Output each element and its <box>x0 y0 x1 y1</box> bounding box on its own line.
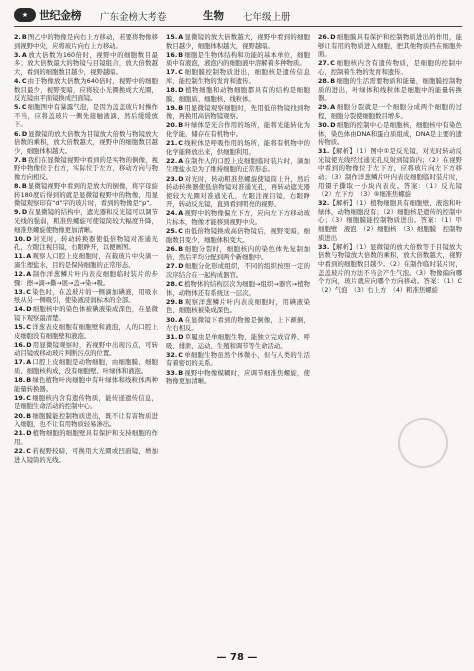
question-number: 16. <box>166 51 178 59</box>
answer-item <box>318 104 462 121</box>
question-number: 30. <box>166 316 178 324</box>
logo-badge-icon: ★ <box>14 8 36 22</box>
answer-column-1 <box>14 34 158 646</box>
explanation-text: 在显微镜的结构中，遮光器和反光镜可以调节光线的强弱，粗准焦螺旋可使镜筒较大幅度升降，细准焦螺旋使物像更加清晰。 <box>14 209 158 234</box>
explanation-text: 单细胞生物虽然个体微小，但与人类的生活有着密切的关系。 <box>166 351 310 368</box>
answer-item <box>14 430 158 447</box>
question-number: 20. <box>14 412 26 420</box>
answer-choice: D <box>21 130 28 138</box>
explanation-text: 洋葱表皮细胞有细胞壁和液泡，人的口腔上皮细胞没有细胞壁和液泡。 <box>14 324 158 340</box>
explanation-text: 细胞核中的染色体被碘液染成深色，在显微镜下观察最清楚。 <box>14 306 158 322</box>
question-number: 31. <box>166 334 178 342</box>
subject-label: 生物 <box>203 10 224 22</box>
explanation-text: 【解析】（1）图中①是反光镜，对光时转动反光镜使光线经过通光孔反射到镜筒内；（2）在视野中看到的物像位于左下方，应将玻片向左下方移动；（3）制作洋葱鳞片叶内表皮细胞临时装片时，用镊子撕取一小块内表皮。答案：（1）反光镜 （2）左下方 （3）⑤细准焦螺旋 <box>318 148 469 199</box>
question-number: 32. <box>166 351 178 359</box>
answer-item <box>14 342 158 359</box>
question-number: 22. <box>14 447 26 455</box>
question-number: 2. <box>14 34 21 41</box>
answer-item <box>14 359 158 376</box>
explanation-text: 显微镜视野中看到的是放大的倒像，将字母旋转180度后得到的就是显微镜视野中的物像，用显微镜观察印有“d”字的玻片时，看到的物像是“p”。 <box>14 183 158 208</box>
answer-choice: B <box>178 369 184 377</box>
explanation-text: 观察人口腔上皮细胞时，在载玻片中央滴一滴生理盐水，目的是保持细胞的正常形态。 <box>14 253 158 269</box>
answer-item <box>14 324 158 341</box>
answer-item <box>318 148 469 200</box>
explanation-text: 细胞的控制中心是细胞核，细胞核中有染色体，染色体由DNA和蛋白质组成，DNA是主要的遗传物质。 <box>318 121 462 147</box>
question-number: 20. <box>166 122 178 130</box>
explanation-text: 观察洋葱鳞片叶内表皮细胞时，用碘液染色，细胞核被染成深色。 <box>166 298 310 315</box>
answer-item <box>166 370 310 387</box>
page-header <box>0 0 474 30</box>
answer-choice: A <box>21 51 27 59</box>
explanation-text: 细胞分裂时，细胞核内的染色体先复制加倍，然后平均分配到两个新细胞中。 <box>166 245 310 262</box>
answer-choice: C <box>178 281 183 289</box>
explanation-text: 叶绿体是光合作用的场所，能将光能转化为化学能，储存在有机物中。 <box>166 122 310 139</box>
question-number: 14. <box>14 306 26 314</box>
answer-item <box>166 176 310 210</box>
explanation-text: 细胞分裂就是一个细胞分成两个细胞的过程，细胞分裂使细胞数目增多。 <box>318 104 462 120</box>
grade-label: 七年级上册 <box>243 12 291 23</box>
answer-item <box>14 157 158 183</box>
explanation-text: 【解析】（1）显微镜的放大倍数等于目镜放大倍数与物镜放大倍数的乘积，放大倍数越大，视野中看到的细胞数目越少。（2）在制作临时装片时，盖盖玻片的方法不当会产生气泡。（3）物像偏向哪个方向，玻片就应向哪个方向移动。答案：（1）C （2）气泡 （3）右上方 （4）粗准焦螺旋 <box>318 243 469 294</box>
question-number: 19. <box>166 104 178 112</box>
answer-item <box>14 209 158 235</box>
answer-choice: D <box>26 430 32 438</box>
answer-column-2 <box>166 34 310 646</box>
question-number: 21. <box>166 140 178 148</box>
explanation-text: 用显微镜观察时，若视野中出现污点，可转动目镜或移动玻片判断污点的位置。 <box>14 341 158 358</box>
explanation-text: 绿色植物叶肉细胞中有叶绿体和线粒体两种能量转换器。 <box>14 377 158 393</box>
explanation-text: 由低倍物镜换成高倍物镜后，视野变暗，细胞数目变少，细胞体积变大。 <box>166 228 310 244</box>
answer-choice: B <box>178 51 184 59</box>
question-number: 4. <box>14 77 21 85</box>
answer-item <box>14 131 158 157</box>
answer-choice: B <box>330 77 336 85</box>
answer-column-3 <box>318 34 469 646</box>
answer-item <box>166 299 310 316</box>
explanation-text: 染色时，在盖玻片的一侧滴加碘液，用吸水纸从另一侧吸引，使染液浸润标本的全部。 <box>14 288 158 305</box>
answer-item <box>14 413 158 430</box>
logo-text: 世纪金榜 <box>39 9 81 22</box>
answer-choice: A <box>26 253 32 261</box>
answer-item <box>166 281 310 298</box>
answer-item <box>166 317 310 334</box>
question-number: 30. <box>318 121 330 129</box>
question-number: 16. <box>14 341 26 349</box>
answer-choice: B <box>26 377 32 385</box>
answer-choice: D <box>178 175 184 183</box>
explanation-text: 【解析】（1）植物细胞具有细胞壁、液泡和叶绿体，动物细胞没有；（2）细胞核是遗传的控制中心；（3）细胞膜能控制物质进出。答案：（1）甲 细胞壁 液泡 （2）细胞核 （3）细胞膜 控制物质进出 <box>318 200 469 242</box>
explanation-text: 细胞图中有暴露气泡，是因为盖盖玻片时操作不当，应将盖玻片一侧先接触液滴，然后缓缓放下。 <box>14 104 158 129</box>
explanation-text: 细胞膜控制物质进出，细胞核是遗传信息库，能控制生物的发育和遗传。 <box>166 69 310 85</box>
answer-choice: C <box>178 351 183 359</box>
explanation-text: 细胞膜能控制物质进出，既不让有害物质进入细胞，也不让有用物质轻易渗出。 <box>14 412 158 429</box>
explanation-text: 制作洋葱鳞片叶内表皮细胞临时装片的步骤：擦→滴→撕→展→盖→染→吸。 <box>14 271 158 287</box>
question-number: 15. <box>14 324 26 332</box>
explanation-text: 放大倍数为160倍时，视野中的细胞数目最多；放大倍数最大的物镜与目镜组合，放大倍数越大，看到的细胞数目越少，视野越暗。 <box>14 51 158 76</box>
answer-item <box>166 263 310 280</box>
answer-choice: B <box>21 183 27 191</box>
question-number: 32. <box>318 200 330 208</box>
answer-item <box>166 34 310 51</box>
answer-item <box>318 122 462 148</box>
question-number: 29. <box>166 298 178 306</box>
answer-choice: C <box>178 228 183 236</box>
answer-choice: D <box>330 121 336 129</box>
answer-item <box>14 104 158 130</box>
explanation-text: 细胞膜具有保护和控制物质进出的作用，能够让有用的物质进入细胞，把其他物质挡在细胞外面。 <box>318 34 462 59</box>
question-number: 3. <box>14 51 21 59</box>
question-number: 33. <box>318 243 330 251</box>
answer-choice: D <box>26 306 32 314</box>
answer-choice: C <box>330 60 335 68</box>
question-number: 19. <box>14 394 26 402</box>
explanation-text: 细胞的生活需要物质和能量，细胞膜控制物质的进出，叶绿体和线粒体是细胞中的能量转换器。 <box>318 77 462 103</box>
answer-choice: D <box>330 34 336 41</box>
answer-choice: A <box>26 359 32 367</box>
explanation-text: 口腔上皮细胞是动物细胞，由细胞膜、细胞质、细胞核构成，没有细胞壁、叶绿体和液泡。 <box>14 359 158 376</box>
explanation-text: 用显微镜观察细胞时，先用低倍物镜找到物像，再换用高倍物镜观察。 <box>166 104 310 121</box>
answer-item <box>166 52 310 69</box>
answer-choice: C <box>21 104 27 112</box>
question-number: 9. <box>14 209 21 217</box>
question-number: 11. <box>14 253 26 261</box>
question-number: 18. <box>14 377 26 385</box>
explanation-text: 视野中物像模糊时，应调节细准焦螺旋，使物像更加清晰。 <box>166 369 310 386</box>
answer-choice: B <box>178 245 184 253</box>
explanation-text: 细胞是生物体结构和功能的基本单位，细胞质中有液泡，液泡内的细胞液中溶解着多种物质。 <box>166 51 310 68</box>
explanation-text: 显微镜的放大倍数越大，视野中看到的细胞数目越少，细胞体积越大，视野越暗。 <box>166 34 310 50</box>
answer-item <box>318 60 462 77</box>
answer-choice: C <box>21 77 27 85</box>
answer-item <box>166 105 310 122</box>
answer-choice: B <box>178 298 184 306</box>
answer-choice: A <box>178 316 184 324</box>
header-rule <box>14 26 462 27</box>
question-number: 17. <box>166 69 178 77</box>
answer-choice: B <box>178 122 184 130</box>
answer-item <box>166 352 310 369</box>
publisher-logo <box>14 7 81 23</box>
page-number: — 78 — <box>216 652 258 663</box>
explanation-text: 植物体的结构层次为细胞→组织→器官→植物体，动物体还有系统这一层次。 <box>166 281 310 297</box>
answer-item <box>166 158 310 175</box>
answer-item <box>166 246 310 263</box>
answer-item <box>166 140 310 157</box>
answer-item <box>14 377 158 394</box>
answer-choice: B <box>178 104 184 112</box>
answer-item <box>14 253 158 270</box>
answer-choice: D <box>178 334 184 342</box>
answer-item <box>318 200 469 243</box>
answer-item <box>166 210 310 227</box>
answer-choice: C <box>26 288 31 296</box>
answer-choice: A <box>178 34 184 41</box>
explanation-text: 细胞核内含有遗传物质，是细胞的控制中心，控制着生物的发育和遗传。 <box>318 60 462 76</box>
question-number: 21. <box>14 430 26 438</box>
explanation-text: 线粒体是呼吸作用的场所，能将有机物中的化学能释放出来，供细胞利用。 <box>166 140 310 156</box>
answer-choice: C <box>26 394 31 402</box>
answer-choice: D <box>178 263 184 271</box>
answer-item <box>318 34 462 60</box>
answer-item <box>166 122 310 139</box>
question-number: 12. <box>14 271 26 279</box>
question-number: 8. <box>14 183 21 191</box>
question-number: 17. <box>14 359 26 367</box>
question-number: 13. <box>14 288 26 296</box>
answer-choice: D <box>26 235 32 243</box>
answer-choice: B <box>21 156 27 164</box>
question-number: 28. <box>318 77 330 85</box>
answer-item <box>166 87 310 104</box>
answer-item <box>14 306 158 323</box>
question-number: 22. <box>166 157 178 165</box>
explanation-text: 植物细胞和动物细胞都具有的结构是细胞膜、细胞质、细胞核、线粒体。 <box>166 87 310 103</box>
question-number: 29. <box>318 104 330 112</box>
answer-item <box>166 228 310 245</box>
answer-choice: D <box>21 209 28 217</box>
exam-title: 广东金榜大考卷 <box>100 12 167 23</box>
explanation-text: 草履虫是单细胞生物，能独立完成营养、呼吸、排泄、运动、生殖和调节等生命活动。 <box>166 334 310 350</box>
explanation-text: 对光时，转动粗准焦螺旋使镜筒上升，然后转动转换器使低倍物镜对准通光孔，再转动遮光器使较大光圈对准通光孔，左眼注视目镜，右眼睁开，转动反光镜，直到看到明亮的视野。 <box>166 175 310 209</box>
answer-item <box>318 78 462 104</box>
question-number: 18. <box>166 87 178 95</box>
question-number: 15. <box>166 34 178 41</box>
answer-choice: D <box>26 341 32 349</box>
question-number: 25. <box>166 228 178 236</box>
question-number: 33. <box>166 369 178 377</box>
explanation-text: 对光时，转动转换器使低倍物镜对准通光孔，左眼注视目镜，右眼睁开，以便画图。 <box>14 235 158 252</box>
explanation-text: 在制作人的口腔上皮细胞临时装片时，滴加生理盐水是为了维持细胞的正常形态。 <box>166 157 310 174</box>
explanation-text: 视野中的物像偏左下方，应向左下方移动玻片标本，物像才能移到视野中央。 <box>166 210 310 226</box>
explanation-text: 若视野较暗，可换用大光圈或凹面镜，增加进入镜筒的光线。 <box>14 447 158 464</box>
answer-choice: C <box>178 69 183 77</box>
explanation-text: 在显微镜下看到的物像是倒像，上下颠倒，左右相反。 <box>166 316 310 333</box>
explanation-text: 图乙中的物像是向右上方移动，若要将物像移到视野中央，应将玻片向右上方移动。 <box>14 34 158 50</box>
question-number: 27. <box>318 60 330 68</box>
answer-choice: A <box>178 210 184 218</box>
explanation-text: 细胞核内含有遗传物质，能传递遗传信息，是细胞生命活动的控制中心。 <box>14 394 158 411</box>
answer-item <box>14 395 158 412</box>
question-number: 26. <box>318 34 330 41</box>
question-number: 31. <box>318 148 330 156</box>
explanation-text: 细胞分化形成组织，不同的组织按照一定的次序结合在一起构成器官。 <box>166 263 310 280</box>
answer-item <box>14 52 158 78</box>
question-number: 27. <box>166 263 178 271</box>
answer-item <box>14 34 158 51</box>
question-number: 6. <box>14 130 21 138</box>
explanation-text: 我们在显微镜视野中看到的是实物的倒像，视野中物像位于右方，实际位于左方，移动方向与物像方向相反。 <box>14 156 158 181</box>
explanation-text: 植物细胞的细胞壁具有保护和支持细胞的作用。 <box>14 430 158 446</box>
answer-choice: B <box>26 412 32 420</box>
explanation-text: 显微镜的放大倍数为目镜放大倍数与物镜放大倍数的乘积，放大倍数越大，视野中的细胞数目越少，细胞体积越大。 <box>14 130 158 155</box>
question-number: 10. <box>14 235 26 243</box>
answer-item <box>166 69 310 86</box>
question-number: 5. <box>14 104 21 112</box>
answer-item <box>14 271 158 288</box>
answer-choice: A <box>330 104 336 112</box>
answer-item <box>166 334 310 351</box>
answer-choice: C <box>178 140 183 148</box>
answer-choice: A <box>26 271 32 279</box>
answer-choice: C <box>26 324 31 332</box>
answer-choice: A <box>178 157 184 165</box>
answer-item <box>14 236 158 253</box>
answer-item <box>14 183 158 209</box>
question-number: 24. <box>166 210 178 218</box>
question-number: 7. <box>14 156 21 164</box>
answer-item <box>318 243 469 296</box>
answer-choice: B <box>21 34 27 41</box>
answer-item <box>14 289 158 306</box>
answer-choice: C <box>26 447 31 455</box>
explanation-text: 由于物像放大倍数为640倍时，视野中的细胞数目最少，视野变暗，应将较小光圈换成大光圈，反光镜由平面镜换成凹面镜。 <box>14 77 158 103</box>
question-number: 28. <box>166 281 178 289</box>
answer-item <box>14 448 158 465</box>
question-number: 23. <box>166 175 178 183</box>
answer-choice: D <box>178 87 184 95</box>
question-number: 26. <box>166 245 178 253</box>
answer-item <box>14 78 158 104</box>
